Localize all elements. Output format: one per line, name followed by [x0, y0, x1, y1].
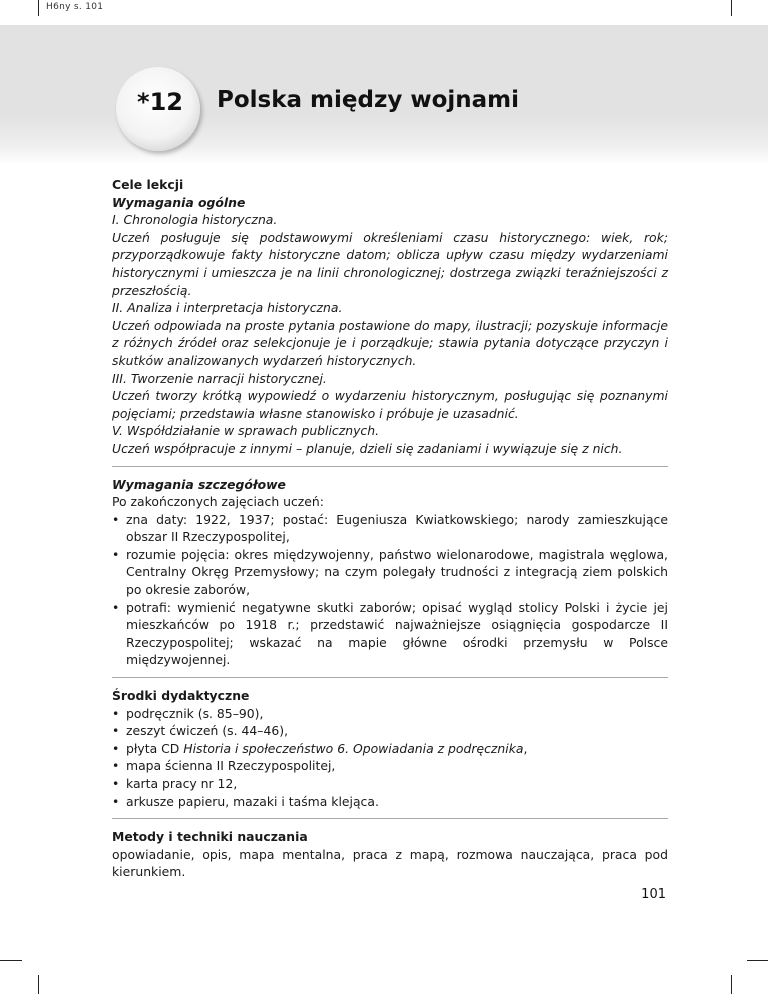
general-req-2-title: II. Analiza i interpretacja historyczna. — [112, 300, 343, 316]
crop-mark — [0, 960, 22, 961]
page-number: 101 — [641, 887, 666, 902]
general-req-3-title: III. Tworzenie narracji historycznej. — [112, 370, 327, 386]
list-item: • rozumie pojęcia: okres międzywojenny, państwo wielonarodowe, magistrala węglowa, Centralny Okręg Przemysłowy; na czym polegały trudności z integracją ziem polskich po okresie zaborów, — [112, 546, 668, 599]
list-item: • arkusze papieru, mazaki i taśma klejąca. — [112, 793, 668, 811]
methods-heading: Metody i techniki nauczania — [112, 829, 308, 845]
detailed-requirements-heading: Wymagania szczegółowe — [112, 476, 286, 492]
list-item — [112, 740, 668, 758]
section-divider — [112, 466, 668, 467]
resources-heading: Środki dydaktyczne — [112, 688, 250, 704]
list-item: • karta pracy nr 12, — [112, 775, 668, 793]
methods-text: opowiadanie, opis, mapa mentalna, praca z mapą, rozmowa nauczająca, praca pod kierunkiem. — [112, 846, 668, 880]
list-item: • zeszyt ćwiczeń (s. 44–46), — [112, 722, 668, 740]
lesson-number: *12 — [137, 88, 183, 116]
lesson-title: Polska między wojnami — [217, 87, 520, 113]
crop-mark — [731, 0, 732, 16]
general-req-1-text: Uczeń posługuje się podstawowymi określeniami czasu historycznego: wiek, rok; przyporządkowuje fakty historyczne datom; oblicza upływ czasu między wydarzeniami historycznymi i umieszcza je na linii chronologicznej; dostrzega związki teraźniejszości z przeszłością. — [112, 229, 668, 298]
crop-mark — [747, 960, 768, 961]
section-divider — [112, 818, 668, 819]
list-item: • podręcznik (s. 85–90), — [112, 705, 668, 723]
cd-title: Historia i społeczeństwo 6. Opowiadania z podręcznika — [183, 740, 524, 756]
resources-list — [112, 705, 668, 811]
general-req-5-text: Uczeń współpracuje z innymi – planuje, dzieli się zadaniami i wywiązuje się z nich. — [112, 440, 623, 456]
section-divider — [112, 677, 668, 678]
general-requirements-heading: Wymagania ogólne — [112, 194, 246, 210]
page-content — [112, 176, 668, 881]
list-item: • zna daty: 1922, 1937; postać: Eugeniusza Kwiatkowskiego; narody zamieszkujące obszar II Rzeczypospolitej, — [112, 511, 668, 546]
crop-mark — [38, 0, 39, 16]
crop-mark — [38, 975, 39, 994]
detailed-list — [112, 511, 668, 669]
detailed-intro: Po zakończonych zajęciach uczeń: — [112, 494, 324, 510]
general-req-3-text: Uczeń tworzy krótką wypowiedź o wydarzeniu historycznym, posługując się poznanymi pojęciami; przedstawia własne stanowisko i próbuje je uzasadnić. — [112, 388, 668, 421]
general-req-2-text: Uczeń odpowiada na proste pytania postawione do mapy, ilustracji; pozyskuje informacje z różnych źródeł oraz selekcjonuje je i porządkuje; stawia pytania dotyczące przyczyn i skutków analizowanych wydarzeń historycznych. — [112, 317, 668, 368]
general-req-1-title: I. Chronologia historyczna. — [112, 212, 278, 228]
crop-mark — [731, 975, 732, 994]
goals-heading: Cele lekcji — [112, 177, 184, 192]
cd-prefix: płyta CD — [126, 740, 184, 756]
general-req-5-title: V. Współdziałanie w sprawach publicznych. — [112, 423, 380, 439]
cd-suffix: , — [523, 740, 528, 756]
slug-line: H6ny s. 101 — [46, 2, 104, 12]
list-item: • potrafi: wymienić negatywne skutki zaborów; opisać wygląd stolicy Polski i życie jej mieszkańców po 1918 r.; przedstawić najważniejsze osiągnięcia gospodarcze II Rzeczypospolitej; wskazać na mapie główne ośrodki przemysłu w Polsce międzywojennej. — [112, 599, 668, 669]
list-item: • mapa ścienna II Rzeczypospolitej, — [112, 757, 668, 775]
